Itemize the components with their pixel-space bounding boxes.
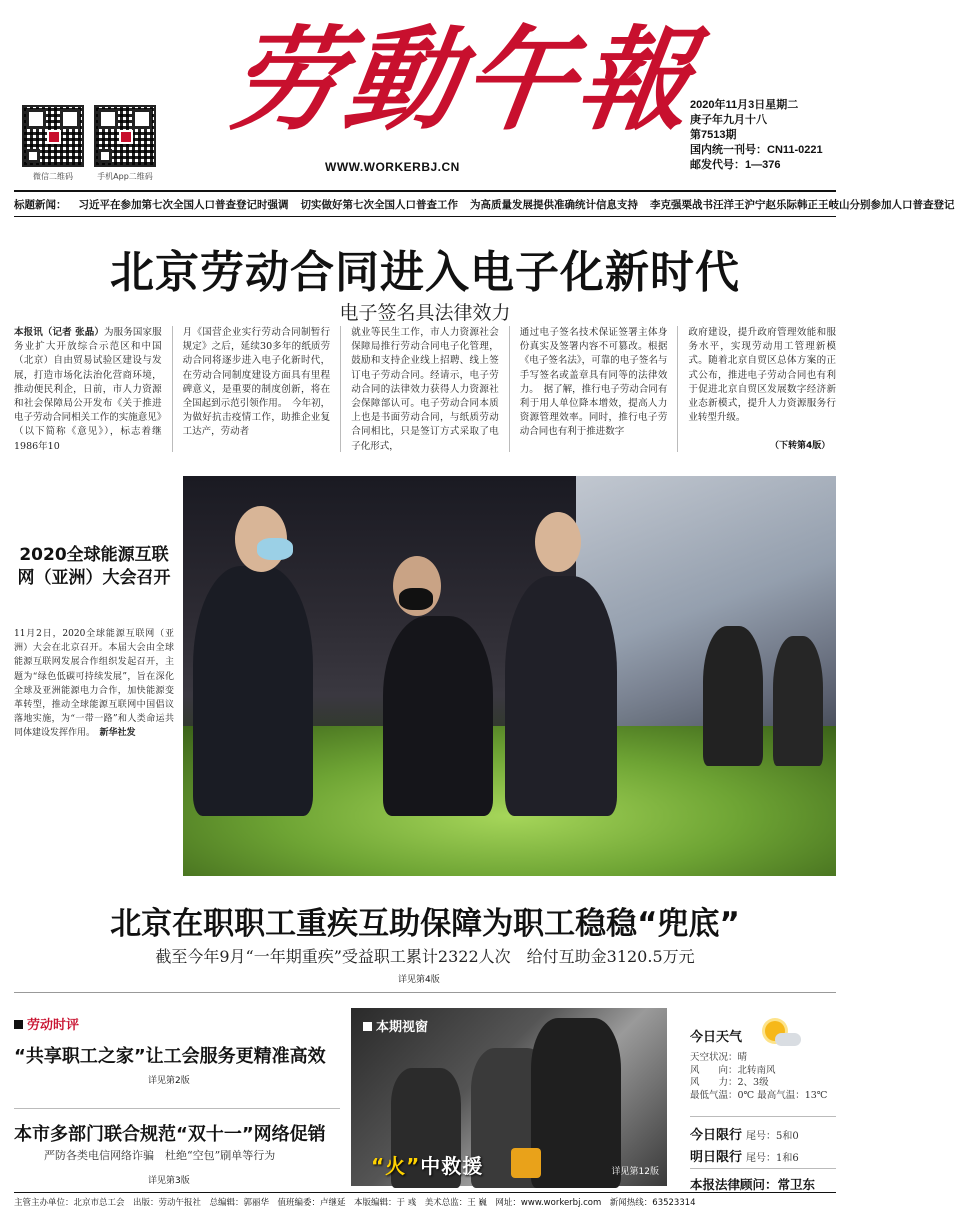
app-qr-caption: 手机App二维码 — [97, 172, 153, 181]
masthead-rule — [14, 190, 836, 192]
lead-column-3: 就业等民生工作，市人力资源社会保障局推行劳动合同电子化管理，鼓励和支持企业线上招聘、线上签订电子劳动合同。经请示，电子劳动合同的法律效力获得人力资源社会保障部认可。电子劳动合同本质上也是书面劳动合同，与纸质劳动合同相比，只是签订方式采取了电子化形式， — [351, 327, 499, 452]
headline-label: 标题新闻： — [14, 199, 67, 211]
regulation-see-page[interactable]: 详见第3版 — [148, 1176, 190, 1186]
cloud-icon — [775, 1033, 801, 1046]
lead-headline[interactable]: 北京劳动合同进入电子化新时代 — [110, 247, 740, 298]
gallery-see-page[interactable]: 详见第12版 — [611, 1167, 659, 1177]
weather-wind-direction: 风 向：北转南风 — [690, 1064, 776, 1076]
regulation-headline[interactable]: 本市多部门联合规范“双十一”网络促销 — [14, 1124, 326, 1145]
issue-info — [690, 98, 823, 173]
headline-item[interactable]: 李克强栗战书汪洋王沪宁赵乐际韩正王岐山分别参加人口普查登记 — [650, 199, 955, 211]
footer-credits: 主管主办单位：北京市总工会 出版：劳动午报社 总编辑：郭丽华 值班编委：卢继延 本版编辑：于 彧 美术总监：王 巍 网址：www.workerbj.com 新闻热线：63523314 — [14, 1198, 696, 1208]
gallery-caption: “火”中救援 — [371, 1154, 484, 1178]
traffic-today: 今日限行 尾号：5和0 — [690, 1128, 799, 1143]
headline-item[interactable]: 为高质量发展提供准确统计信息支持 — [470, 199, 638, 211]
regulation-subheadline: 严防各类电信网络诈骗 杜绝“空包”刷单等行为 — [44, 1149, 276, 1162]
headline-item[interactable]: 习近平在参加第七次全国人口普查登记时强调 — [78, 199, 289, 211]
commentary-section-tag: 劳动时评 — [14, 1014, 79, 1033]
headline-bar — [14, 195, 955, 215]
commentary-see-page[interactable]: 详见第2版 — [148, 1076, 190, 1086]
photo-source: 新华社发 — [99, 728, 136, 739]
person-right — [505, 576, 617, 816]
column-divider — [677, 326, 678, 452]
second-subheadline: 截至今年9月“一年期重疾”受益职工累计2322人次 给付互助金3120.5万元 — [155, 947, 695, 966]
issue-number: 第7513期 — [690, 129, 737, 141]
rescue-equipment — [511, 1148, 541, 1178]
app-qr-code — [94, 105, 156, 167]
traffic-tomorrow: 明日限行 尾号：1和6 — [690, 1150, 799, 1165]
gallery-section-tag: 本期视窗 — [363, 1016, 428, 1035]
story-divider — [14, 1108, 340, 1109]
side-story-body: 11月2日，2020全球能源互联网（亚洲）大会在北京召开。本届大会由全球能源互联网发展合作组织发起召开，主题为“绿色低碳可持续发展”，旨在深化全球及亚洲能源电力合作，加快能源变革转型，推动全球能源互联网中国倡议落地实施，为“一带一路”和人类命运共同体建设发挥作用。 新华社发 — [14, 629, 174, 739]
masthead-logo: 劳動午報 — [221, 15, 704, 146]
weather-wind-force: 风 力：2、3级 — [690, 1077, 769, 1088]
weather-title: 今日天气 — [690, 1030, 743, 1045]
lead-column-5: 政府建设，提升政府管理效能和服务水平，实现劳动用工管理新模式。随着北京自贸区总体方案的正式公布，推进电子劳动合同也有利于促进北京自贸区发展数字经济新业态新模式，提升人力资源服务行业转型升级。 — [688, 327, 836, 424]
background-person — [703, 626, 763, 766]
issue-date: 2020年11月3日星期二 — [690, 99, 799, 111]
headline-rule — [14, 216, 836, 217]
lunar-date: 庚子年九月十八 — [690, 114, 767, 126]
column-divider — [340, 326, 341, 452]
background-person — [773, 636, 823, 766]
lead-column-4: 通过电子签名技术保证签署主体身份真实及签署内容不可篡改。根据《电子签名法》，可靠的电子签名与手写签名或盖章具有同等的法律效力。 据了解，推行电子劳动合同有利于用人单位降本增效，提高人力资源管理效率。同时，推行电子劳动合同也有利于推进数字 — [519, 327, 668, 438]
square-icon — [363, 1022, 372, 1031]
weather-sky: 天空状况：晴 — [690, 1052, 748, 1063]
column-divider — [509, 326, 510, 452]
masthead-url[interactable]: WWW.WORKERBJ.CN — [325, 160, 460, 174]
wechat-qr-caption: 微信二维码 — [33, 172, 73, 181]
weather-temperature: 最低气温：0℃ 最高气温：13℃ — [690, 1089, 828, 1101]
continued-note[interactable]: （下转第4版） — [770, 441, 831, 451]
second-see-page[interactable]: 详见第4版 — [398, 975, 440, 985]
face-mask-black — [399, 588, 433, 610]
commentary-headline[interactable]: “共享职工之家”让工会服务更精准高效 — [14, 1046, 326, 1067]
side-story-title[interactable]: 2020全球能源互联网（亚洲）大会召开 — [17, 545, 171, 588]
rescue-photo[interactable] — [351, 1008, 667, 1186]
column-divider — [172, 326, 173, 452]
face-mask-blue — [257, 538, 293, 560]
energy-conference-photo — [183, 476, 836, 876]
person-right-head — [535, 512, 581, 572]
section-rule — [14, 992, 836, 993]
firefighter — [531, 1018, 621, 1188]
lead-subheadline: 电子签名具法律效力 — [339, 302, 511, 324]
lead-column-1: 本报讯（记者 张晶）为服务国家服务业扩大开放综合示范区和中国（北京）自由贸易试验区建设与发展，打造市场化法治化营商环境，推动便民利企，日前，市人力资源和社会保障局公开发布《关于推进电子劳动合同相关工作的实施意见》（以下简称《意见》），标志着继1986年10 — [14, 327, 162, 452]
person-left — [193, 566, 313, 816]
headline-item[interactable]: 切实做好第七次全国人口普查工作 — [300, 199, 458, 211]
lead-body — [14, 326, 836, 452]
cn-number: 国内统一刊号：CN11-0221 — [690, 144, 823, 156]
lead-column-2: 月《国营企业实行劳动合同制暂行规定》之后，延续30多年的纸质劳动合同将逐步进入电子化新时代，在劳动合同制度建设方面具有里程碑意义，是重要的制度创新，将在全国起到示范引领作用。 今年初，为做好抗击疫情工作，助推企业复工达产，劳动者 — [182, 327, 331, 438]
person-middle — [383, 616, 493, 816]
wechat-qr-code — [22, 105, 84, 167]
postal-code: 邮发代号：1—376 — [690, 159, 781, 171]
weather-details — [690, 1052, 827, 1102]
weather-divider — [690, 1168, 836, 1169]
second-headline[interactable]: 北京在职职工重疾互助保障为职工稳稳“兜底” — [110, 906, 740, 942]
square-icon — [14, 1020, 23, 1029]
weather-divider — [690, 1116, 836, 1117]
footer-rule — [14, 1192, 836, 1193]
legal-advisor: 本报法律顾问：常卫东 — [690, 1177, 816, 1192]
